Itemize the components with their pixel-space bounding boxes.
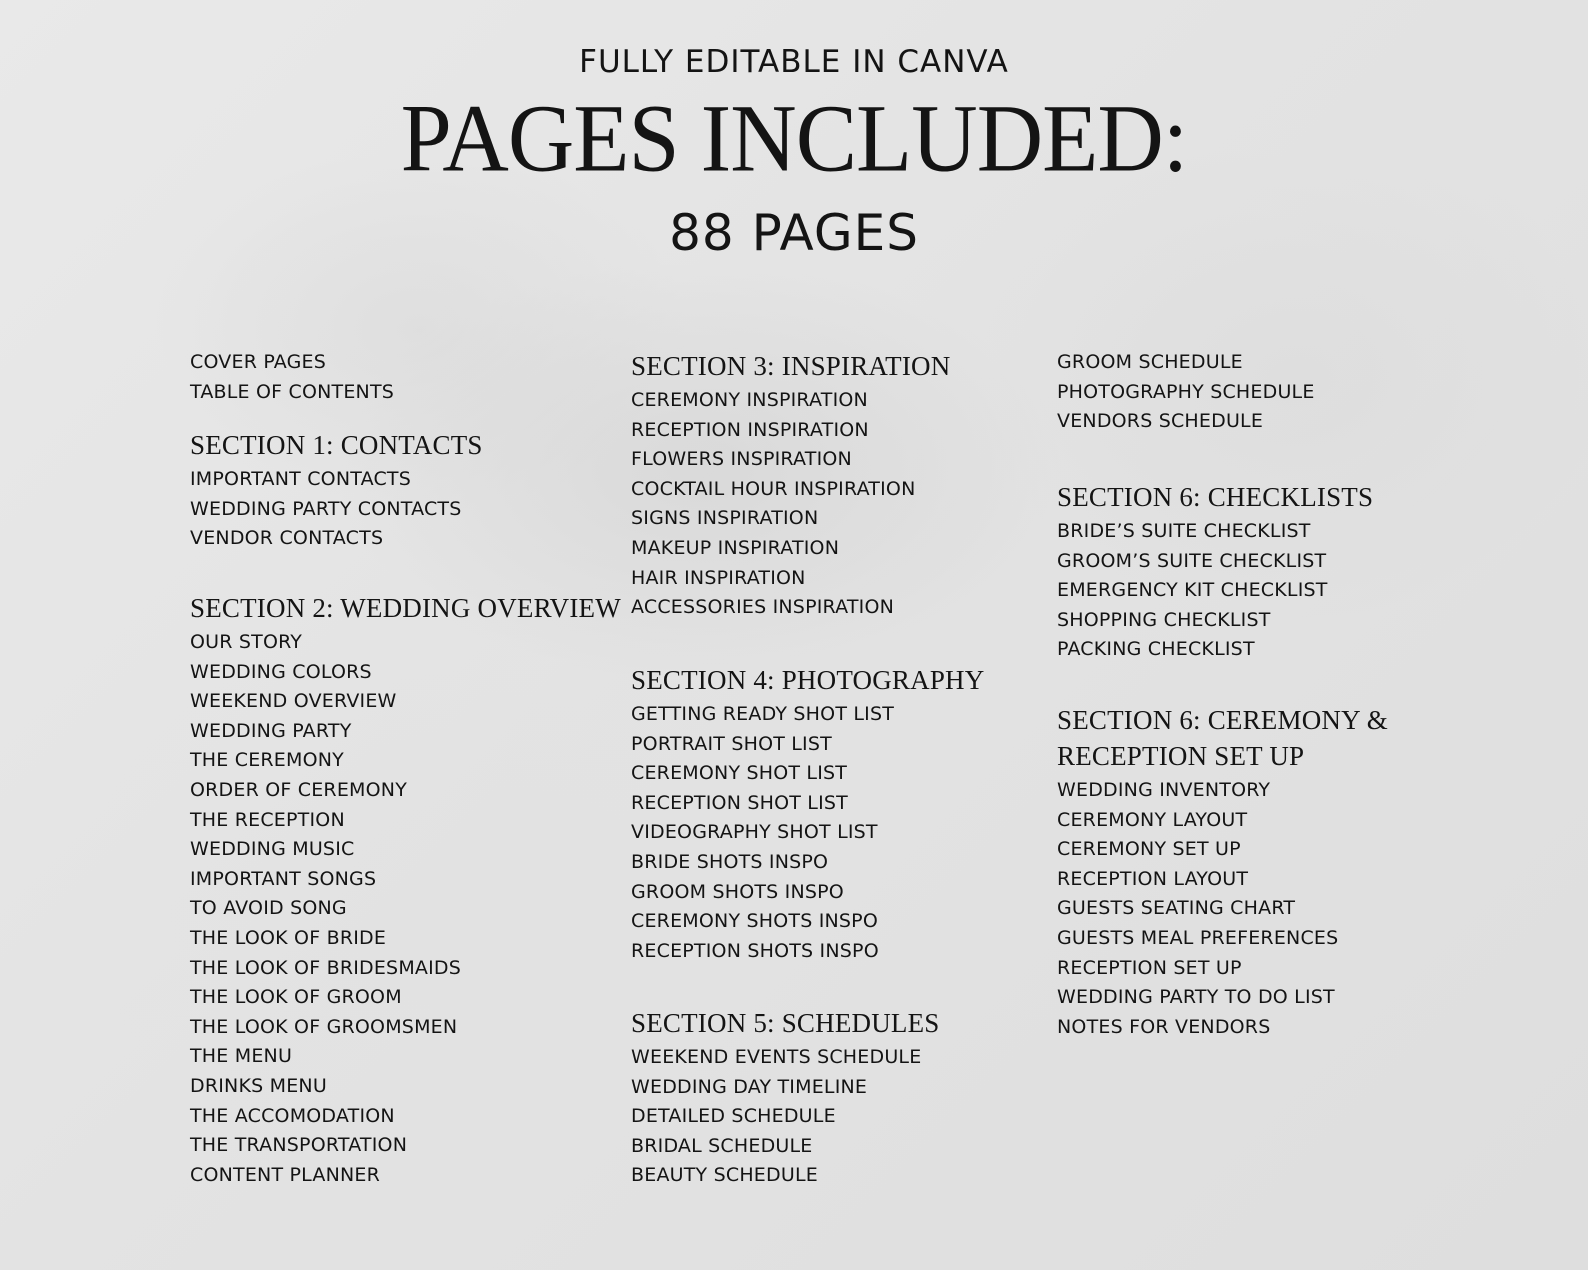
list-item: FLOWERS INSPIRATION [631, 448, 852, 471]
list-item: GROOM SHOTS INSPO [631, 880, 844, 903]
list-item: TABLE OF CONTENTS [190, 380, 395, 403]
list-item: VENDOR CONTACTS [190, 527, 384, 550]
section-title: SECTION 6: CHECKLISTS [1057, 482, 1374, 512]
list-item: MAKEUP INSPIRATION [631, 536, 840, 559]
schedules-continued-group [1057, 348, 1315, 437]
list-item: BRIDAL SCHEDULE [631, 1134, 813, 1157]
list-item: THE LOOK OF BRIDESMAIDS [190, 956, 461, 979]
list-item: THE TRANSPORTATION [190, 1134, 408, 1157]
section-contacts [190, 427, 483, 554]
list-item: WEDDING PARTY [190, 719, 352, 742]
list-item: BRIDE SHOTS INSPO [631, 850, 829, 873]
section-title-line-2: RECEPTION SET UP [1057, 741, 1305, 771]
list-item: CEREMONY LAYOUT [1057, 808, 1248, 831]
page-title: PAGES INCLUDED: [400, 84, 1188, 192]
list-item: THE LOOK OF GROOM [190, 986, 402, 1009]
list-item: CONTENT PLANNER [190, 1163, 381, 1186]
list-item: WEDDING COLORS [190, 660, 372, 683]
list-item: GUESTS MEAL PREFERENCES [1057, 926, 1339, 949]
section-title: SECTION 4: PHOTOGRAPHY [631, 665, 985, 695]
list-item: THE RECEPTION [190, 808, 345, 831]
section-title: SECTION 2: WEDDING OVERVIEW [190, 593, 621, 623]
list-item: WEDDING MUSIC [190, 838, 355, 861]
list-item: RECEPTION SHOT LIST [631, 791, 848, 814]
section-title: SECTION 3: INSPIRATION [631, 351, 951, 381]
list-item: GROOM’S SUITE CHECKLIST [1057, 549, 1327, 572]
list-item: WEDDING INVENTORY [1057, 779, 1271, 801]
list-item: CEREMONY SHOTS INSPO [631, 910, 878, 933]
list-item: THE MENU [190, 1045, 293, 1068]
section-photography [631, 662, 984, 966]
page-count: 88 PAGES [669, 204, 919, 262]
list-item: THE LOOK OF GROOMSMEN [190, 1015, 458, 1038]
list-item: WEEKEND EVENTS SCHEDULE [631, 1046, 922, 1068]
list-item: IMPORTANT CONTACTS [190, 468, 411, 490]
list-item: WEEKEND OVERVIEW [190, 690, 397, 713]
section-title: SECTION 1: CONTACTS [190, 430, 483, 460]
list-item: TO AVOID SONG [190, 897, 347, 920]
list-item: CEREMONY INSPIRATION [631, 389, 868, 411]
intro-pages-group [190, 348, 394, 407]
list-item: RECEPTION LAYOUT [1057, 867, 1249, 890]
list-item: PHOTOGRAPHY SCHEDULE [1057, 380, 1315, 403]
list-item: NOTES FOR VENDORS [1057, 1015, 1271, 1038]
list-item: CEREMONY SET UP [1057, 838, 1241, 861]
list-item: WEDDING PARTY TO DO LIST [1057, 986, 1335, 1009]
list-item: VENDORS SCHEDULE [1057, 410, 1264, 433]
list-item: SHOPPING CHECKLIST [1057, 608, 1271, 631]
section-wedding-overview [190, 590, 621, 1190]
list-item: ACCESSORIES INSPIRATION [631, 596, 895, 619]
list-item: BEAUTY SCHEDULE [631, 1164, 818, 1187]
section-checklists [1057, 479, 1373, 665]
list-item: BRIDE’S SUITE CHECKLIST [1057, 520, 1311, 542]
list-item: COCKTAIL HOUR INSPIRATION [631, 477, 916, 500]
list-item: WEDDING DAY TIMELINE [631, 1075, 868, 1098]
section-title-line-1: SECTION 6: CEREMONY & [1057, 705, 1388, 735]
section-schedules [631, 1005, 940, 1191]
list-item: RECEPTION INSPIRATION [631, 418, 869, 441]
section-title: SECTION 5: SCHEDULES [631, 1008, 940, 1038]
list-item: EMERGENCY KIT CHECKLIST [1057, 579, 1328, 602]
list-item: RECEPTION SET UP [1057, 956, 1242, 979]
list-item: THE LOOK OF BRIDE [190, 926, 387, 949]
list-item: GETTING READY SHOT LIST [631, 703, 895, 725]
list-item: THE CEREMONY [190, 749, 344, 772]
list-item: ORDER OF CEREMONY [190, 778, 408, 801]
list-item: OUR STORY [190, 631, 303, 653]
list-item: DRINKS MENU [190, 1074, 327, 1097]
section-inspiration [631, 348, 950, 623]
list-item: SIGNS INSPIRATION [631, 507, 819, 530]
list-item: CEREMONY SHOT LIST [631, 762, 848, 785]
list-item: PACKING CHECKLIST [1057, 638, 1255, 661]
list-item: IMPORTANT SONGS [190, 867, 377, 890]
list-item: PORTRAIT SHOT LIST [631, 732, 832, 755]
list-item: HAIR INSPIRATION [631, 566, 806, 589]
list-item: GROOM SCHEDULE [1057, 351, 1243, 373]
section-ceremony-reception-setup [1057, 702, 1388, 1042]
editable-note: FULLY EDITABLE IN CANVA [579, 44, 1009, 80]
list-item: GUESTS SEATING CHART [1057, 897, 1296, 920]
list-item: WEDDING PARTY CONTACTS [190, 497, 462, 520]
list-item: VIDEOGRAPHY SHOT LIST [631, 821, 878, 844]
list-item: THE ACCOMODATION [190, 1104, 395, 1127]
list-item: DETAILED SCHEDULE [631, 1105, 836, 1128]
list-item: COVER PAGES [190, 351, 327, 373]
list-item: RECEPTION SHOTS INSPO [631, 939, 879, 962]
